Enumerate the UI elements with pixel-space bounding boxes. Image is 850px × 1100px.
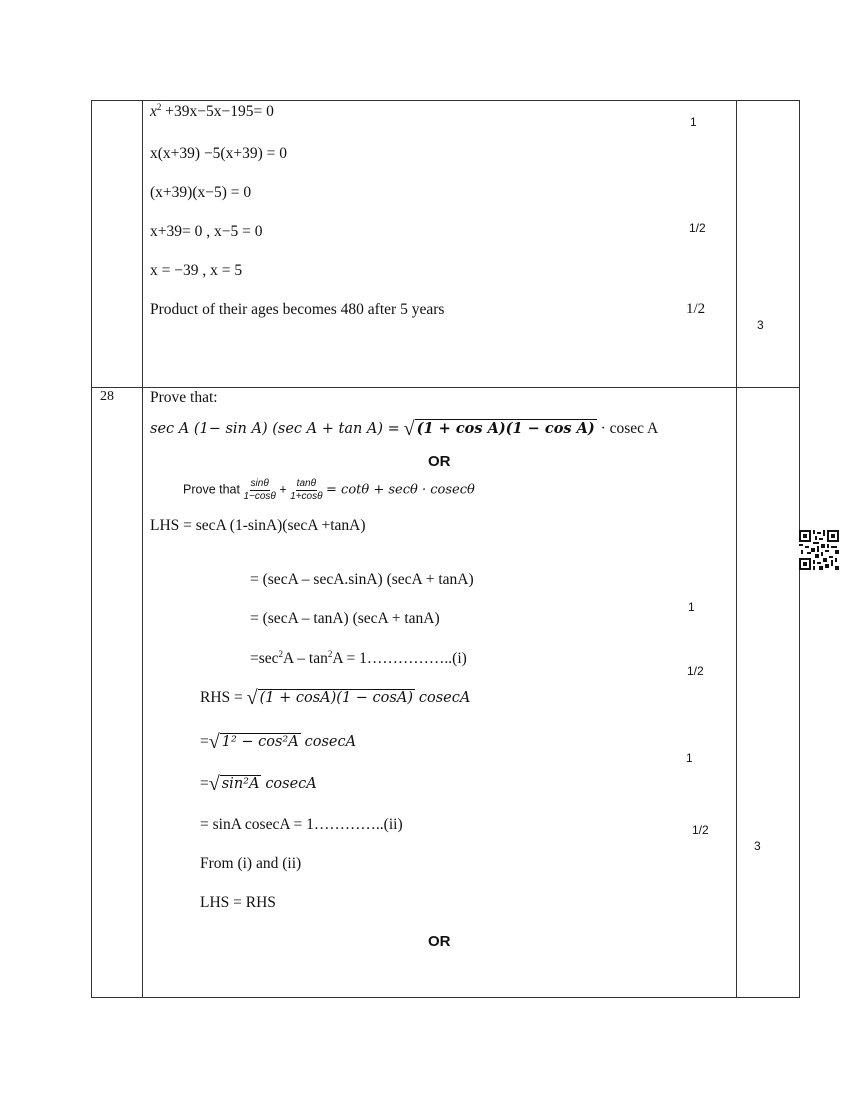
rhs-line xyxy=(200,687,470,710)
equals-sign: = xyxy=(200,733,209,750)
mark-value: 1/2 xyxy=(692,823,709,837)
or-separator: OR xyxy=(428,933,451,950)
question-number: 28 xyxy=(100,389,114,404)
mark-value: 1/2 xyxy=(686,301,706,317)
fraction-den: 1+cosθ xyxy=(290,490,323,502)
sqrt-expression: √ sin²A xyxy=(208,773,260,795)
proof-step xyxy=(200,773,317,796)
sqrt-content: (1 + cosA)(1 − cosA) xyxy=(259,690,413,706)
equals-sign: = xyxy=(200,775,209,792)
table-col-divider-1 xyxy=(142,100,143,998)
main-equation xyxy=(150,418,658,441)
lhs-line: LHS = secA (1-sinA)(secA +tanA) xyxy=(150,517,366,534)
alternative-question xyxy=(183,478,475,502)
proof-step xyxy=(200,731,356,754)
conclusion-text: Product of their ages becomes 480 after 5 years xyxy=(150,301,445,318)
fraction xyxy=(290,478,322,502)
prove-heading: Prove that: xyxy=(150,389,218,406)
table-border-bottom xyxy=(91,997,800,998)
sqrt-expression: √ 1² − cos²A xyxy=(208,731,299,753)
mark-value: 1 xyxy=(690,115,697,129)
proof-step: = sinA cosecA = 1…………..(ii) xyxy=(200,816,403,833)
alt-prove-label: Prove that xyxy=(183,482,240,497)
proof-conclusion: LHS = RHS xyxy=(200,894,276,911)
superscript: 2 xyxy=(327,649,333,659)
equation-right: · cosec A xyxy=(600,420,659,437)
sqrt-expression: √ (1 + cosA)(1 − cosA) xyxy=(246,687,413,709)
table-col-divider-2 xyxy=(736,100,737,998)
equation-line: x+39= 0 , x−5 = 0 xyxy=(150,223,263,240)
total-marks: 3 xyxy=(754,839,761,853)
proof-step: From (i) and (ii) xyxy=(200,855,302,872)
proof-step xyxy=(250,649,467,668)
plus-sign: + xyxy=(279,482,287,497)
equation-line: $x^2 +39x-5x-195= 0$ xyxy=(150,102,274,121)
sqrt-expression: √ (1 + cos A)(1 − cos A) xyxy=(403,418,595,440)
sqrt-content: sin²A xyxy=(221,776,260,792)
or-separator: OR xyxy=(428,453,451,470)
rhs-tail: cosecA xyxy=(418,690,471,706)
fraction-den: 1−cosθ xyxy=(243,490,276,502)
equation-left: sec A (1− sin A) (sec A + tan A) = xyxy=(150,421,400,437)
sqrt-content: 1² − cos²A xyxy=(221,734,299,750)
proof-step: = (secA – tanA) (secA + tanA) xyxy=(250,610,440,627)
step-tail: cosecA xyxy=(304,734,357,750)
mark-value: 1 xyxy=(688,600,695,614)
mark-value: 1 xyxy=(686,751,693,765)
step-tail: cosecA xyxy=(265,776,317,792)
qr-code-icon xyxy=(799,530,839,570)
fraction-num: sinθ xyxy=(250,478,269,489)
alt-rhs: = cotθ + secθ · cosecθ xyxy=(326,482,475,498)
rhs-label: RHS = xyxy=(200,689,243,706)
superscript: 2 xyxy=(278,649,284,659)
mark-value: 1/2 xyxy=(689,221,706,235)
table-border-left xyxy=(91,100,92,998)
proof-step: = (secA – secA.sinA) (secA + tanA) xyxy=(250,571,474,588)
mark-value: 1/2 xyxy=(687,664,704,678)
equation-line: (x+39)(x−5) = 0 xyxy=(150,184,252,201)
total-marks: 3 xyxy=(757,318,764,332)
step-text: A – tan xyxy=(283,650,328,668)
equation-line: x = −39 , x = 5 xyxy=(150,262,243,279)
fraction xyxy=(243,478,275,502)
equation-line: x(x+39) −5(x+39) = 0 xyxy=(150,145,287,162)
table-border-top xyxy=(91,100,800,101)
step-text: =sec xyxy=(250,650,279,668)
step-text: A = 1……………..(i) xyxy=(332,650,467,668)
table-row-divider xyxy=(91,387,800,388)
sqrt-content: (1 + cos A)(1 − cos A) xyxy=(416,420,595,437)
fraction-num: tanθ xyxy=(296,478,316,489)
